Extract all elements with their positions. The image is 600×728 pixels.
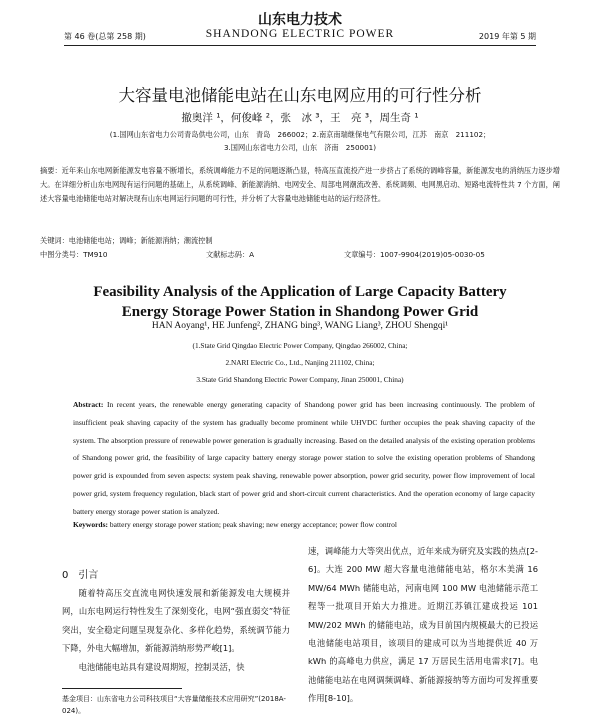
document-code: 文献标志码：A bbox=[206, 250, 255, 259]
issue-info: 2019 年第 5 期 bbox=[478, 32, 536, 41]
body-right-column: 速，调峰能力大等突出优点，近年来成为研究及实践的热点[2-6]。大连 200 MW 超大容量电池储能电站，格尔木美满 16 MW/64 MWh 储能电站，河南电网 100 MW 电池储能示范工程等一批项目开始大力推进。近期江苏镇江建成投运 101 MW/202 MWh 的储能电站，成为目前国内规模最大的已投运电池储能电站项目，该项目的建成可以为当地提供近 40 万 kWh 的高峰电力供应，满足 17 万居民生活用电需求[7]。电池储能电站在电网调频调峰、新能源接纳等方面均可发挥重要作用[8-10]。 bbox=[308, 546, 538, 704]
abstract-en-label: Abstract: bbox=[73, 400, 104, 409]
abstract-en-text: In recent years, the renewable energy generating capacity of Shandong power grid has been increasing continuously. The problem of insufficient peak shaving capacity of the system has gradually become prominent while UHVDC further occupies the peak shaving capacity of the system. The absorption pressure of renewable power generation is gradually increasing. Based on the detailed analysis of the existing operation problems of Shandong power grid, the feasibility of large capacity battery energy storage power station to solve the existing operation problems of Shandong power grid is expounded from seven aspects: system peak shaving, renewable power absorption, power grid security, power flow improvement of local power grid, system frequency regulation, black start of power grid and short-circuit current characteristics. And the operation economy of large capacity battery energy storage power station is analyzed. bbox=[73, 400, 535, 516]
paper-title-zh: 大容量电池储能电站在山东电网应用的可行性分析 bbox=[118, 86, 482, 105]
affiliation-zh-line: (1.国网山东省电力公司青岛供电公司，山东 青岛 266002；2.南京南瑞继保电气有限公司，江苏 南京 211102； bbox=[109, 130, 491, 139]
volume-info: 第 46 卷(总第 258 期) bbox=[64, 32, 146, 41]
journal-title-zh: 山东电力技术 bbox=[258, 12, 342, 28]
keywords-en bbox=[73, 520, 535, 529]
paper-title-en bbox=[0, 282, 600, 322]
abstract-en bbox=[73, 396, 535, 521]
header-rule bbox=[64, 45, 536, 46]
footnote-rule bbox=[62, 688, 182, 689]
section-heading-introduction: 0 引言 bbox=[62, 570, 99, 581]
journal-title-en: SHANDONG ELECTRIC POWER bbox=[205, 28, 395, 40]
affiliation-en-line: 2.NARI Electric Co., Ltd., Nanjing 211102, China; bbox=[225, 358, 375, 367]
affiliation-zh-line: 3.国网山东省电力公司，山东 济南 250001) bbox=[223, 143, 377, 152]
paper-title-en-line: Energy Storage Power Station in Shandong Power Grid bbox=[121, 304, 479, 320]
abstract-zh: 摘要：近年来山东电网新能源发电容量不断增长，系统调峰能力不足的问题逐渐凸显，特高压直流投产进一步挤占了系统的调峰容量，新能源发电的消纳压力逐步增大。在详细分析山东电网现有运行问题的基础上，从系统调峰、新能源消纳、电网安全、局部电网潮流改善、系统调频、电网黑启动、短路电流特性共 7 个方面，阐述大容量电池储能电站对解决现有山东电网运行问题的可行性，并分析了大容量电池储能电站的运行经济性。 bbox=[40, 166, 560, 203]
affiliation-en-line: 3.State Grid Shandong Electric Power Company, Jinan 250001, China) bbox=[196, 375, 404, 384]
authors-zh: 撤奥洋 ¹，何俊峰 ²，张 冰 ³，王 亮 ³，周生奇 ¹ bbox=[181, 112, 419, 124]
class-number: 中图分类号：TM910 bbox=[40, 250, 108, 259]
keywords-en-label: Keywords: bbox=[73, 520, 108, 529]
footnote-fund: 基金项目：山东省电力公司科技项目“大容量储能技术应用研究”(2018A-024)。 bbox=[62, 695, 286, 715]
paper-title-en-line: Feasibility Analysis of the Application of Large Capacity Battery bbox=[93, 284, 507, 300]
keywords-zh: 关键词：电池储能电站；调峰；新能源消纳；潮流控制 bbox=[40, 236, 213, 245]
authors-en: HAN Aoyang¹, HE Junfeng², ZHANG bing³, WANG Liang³, ZHOU Shengqi¹ bbox=[151, 321, 449, 331]
body-paragraph: 电池储能电站具有建设周期短，控制灵活，快 bbox=[78, 661, 245, 672]
keywords-en-text: battery energy storage power station; peak shaving; new energy acceptance; power flow control bbox=[108, 520, 397, 529]
body-left-column bbox=[62, 584, 290, 676]
article-number: 文章编号：1007-9904(2019)05-0030-05 bbox=[344, 250, 485, 259]
affiliation-en-line: (1.State Grid Qingdao Electric Power Company, Qingdao 266002, China; bbox=[192, 341, 408, 350]
body-paragraph: 随着特高压交直流电网快速发展和新能源发电大规模并网，山东电网运行特性发生了深刻变化，电网“强直弱交”特征突出，安全稳定问题呈现复杂化、多样化趋势，系统调节能力下降，外电大幅增加，新能源消纳形势严峻[1]。 bbox=[62, 588, 290, 654]
